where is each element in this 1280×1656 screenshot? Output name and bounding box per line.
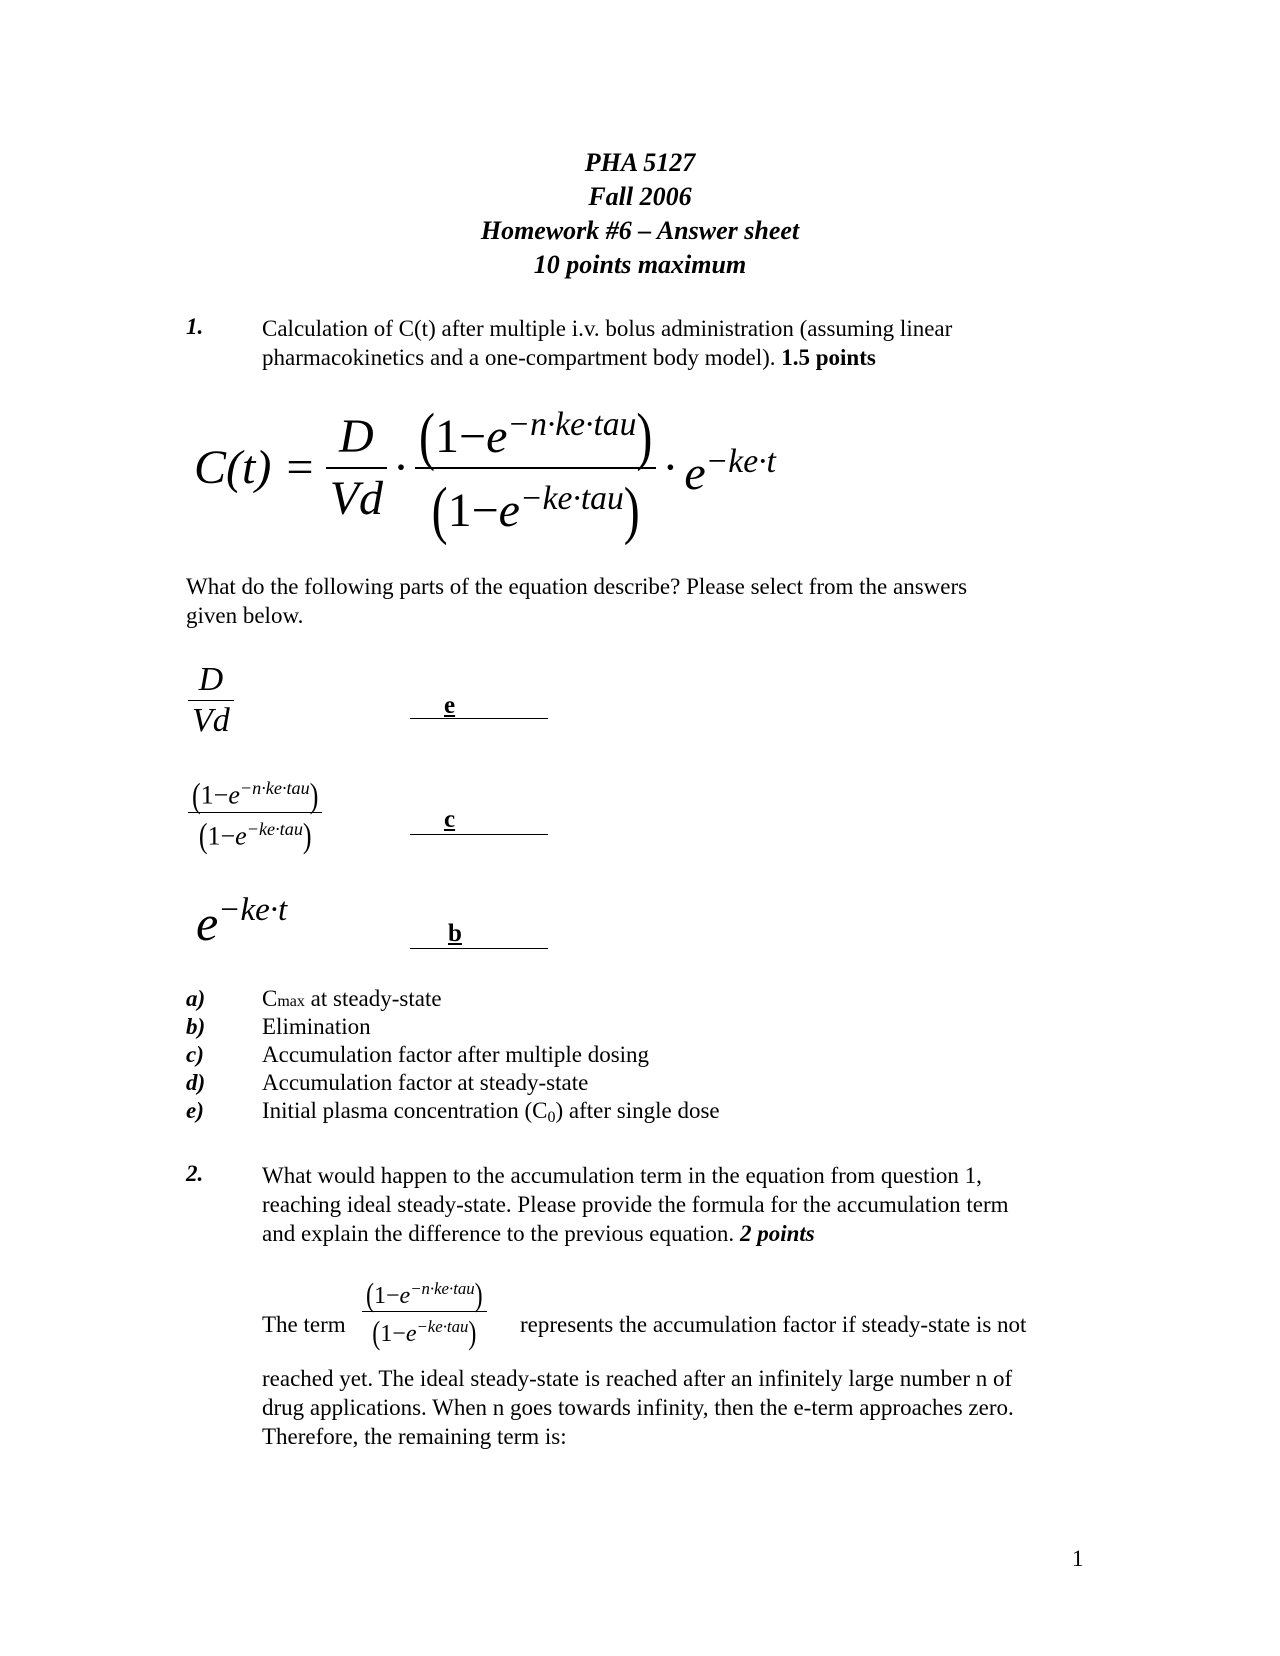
q2-number: 2. [186,1161,204,1186]
option-letter-d: d) [186,1070,206,1095]
q2-para2: drug applications. When n goes towards infinity, then the e-term approaches zero. [262,1395,1014,1420]
exponent-ke-tau: −ke·tau [519,480,624,517]
q2-line2: reaching ideal steady-state. Please provide the formula for the accumulation term [262,1192,1009,1217]
exponent-n-ke-tau: −n·ke·tau [507,406,637,443]
answer-line-1 [410,718,548,719]
q2-line3: and explain the difference to the previous equation. 2 points [262,1221,815,1246]
answer-1: e [444,692,456,719]
option-text-d: Accumulation factor at steady-state [262,1070,589,1095]
answer-3: b [448,920,462,947]
option-text-e: Initial plasma concentration (C0) after single dose [262,1098,720,1126]
volume-symbol: Vd [329,472,384,525]
page-number: 1 [1072,1546,1084,1571]
answer-2: c [444,806,456,833]
term-after: represents the accumulation factor if steady-state is not [520,1312,1027,1337]
part-dose-volume: $\frac{D}{Vd}$ [188,660,234,741]
dose-volume-fraction [326,407,387,529]
max-points: 10 points maximum [533,250,747,279]
option-letter-e: e) [186,1098,204,1123]
option-letter-c: c) [186,1042,204,1067]
option-text-c: Accumulation factor after multiple dosing [262,1042,650,1067]
term: Fall 2006 [588,182,692,211]
q2-para1: reached yet. The ideal steady-state is reached after an infinitely large number n of [262,1366,1013,1391]
elimination-term: $e^{-ke\cdot t}$ [684,443,776,500]
term-fraction: $\frac{(1-e^{-n\cdot ke\cdot tau})}{(1-e^{-ke\cdot tau})}$ [362,1274,487,1349]
dose-symbol: D [339,410,374,463]
term-label: The term [262,1312,346,1337]
option-text-b: Elimination [262,1014,371,1039]
answer-line-3 [410,948,548,949]
main-equation: C(t) = $\frac{D}{Vd}$ · $\frac{(1-e^{-n\cdot ke\cdot tau})}{(1-e^{-ke\cdot tau})}$ · $e^{-ke\cdot t}$ [194,395,776,541]
part-elimination: $e^{-ke\cdot t}$ [196,892,288,951]
course-code: PHA 5127 [584,148,696,177]
equation-lhs: C(t) = [194,441,316,494]
multiply-dot: · [393,441,410,494]
option-text-a: Cmax at steady-state [262,986,442,1011]
q1-prompt-line1: What do the following parts of the equation describe? Please select from the answers [186,574,968,599]
q2-para3: Therefore, the remaining term is: [262,1424,567,1449]
page-title: Homework #6 – Answer sheet [480,216,800,245]
q1-prompt-line2: given below. [186,603,304,628]
option-letter-b: b) [186,1014,206,1039]
q2-points: 2 points [739,1221,815,1246]
part-accumulation: $\frac{(1-e^{-n\cdot ke\cdot tau})}{(1-e^{-ke\cdot tau})}$ [188,772,322,852]
answer-line-2 [410,834,548,835]
q2-line1: What would happen to the accumulation term in the equation from question 1, [262,1163,982,1188]
option-letter-a: a) [186,986,206,1011]
q1-number: 1. [186,314,204,339]
q1-points: 1.5 points [781,345,876,370]
q1-text-line2: pharmacokinetics and a one-compartment body model). 1.5 points [262,345,876,370]
q1-text-line1: Calculation of C(t) after multiple i.v. bolus administration (assuming linear [262,316,953,341]
accumulation-fraction: $\frac{(1-e^{-n\cdot ke\cdot tau})}{(1-e^{-ke\cdot tau})}$ [415,395,656,541]
